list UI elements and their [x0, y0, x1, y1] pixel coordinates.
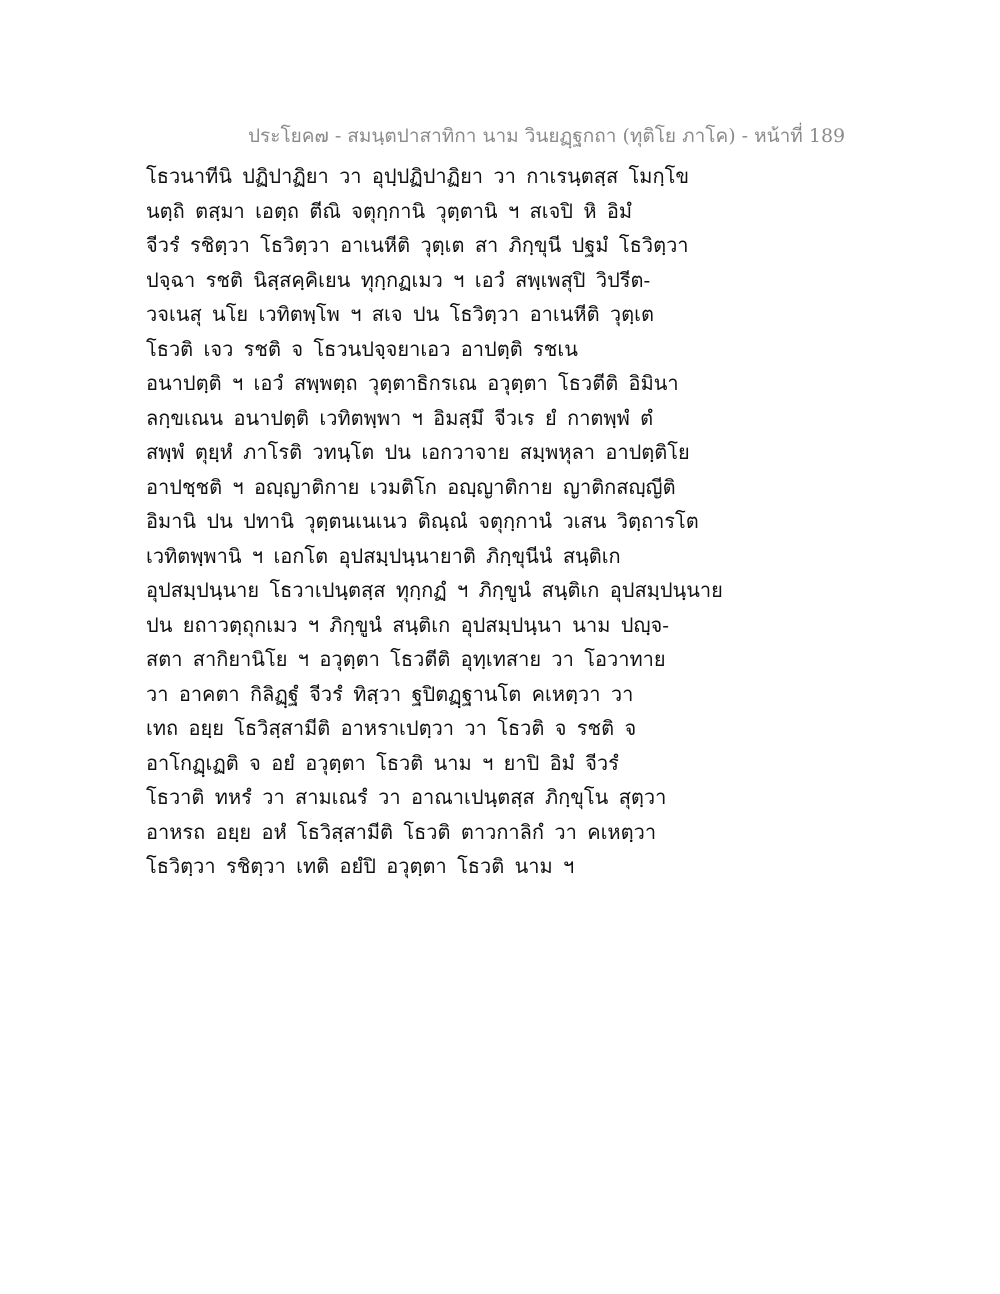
text-line: ปจฺฉา รชติ นิสฺสคฺคิเยน ทุกฺกฏเมว ฯ เอวํ สพฺเพสุปิ วิปรีต-	[146, 267, 651, 292]
text-line: โธวนาทีนิ ปฏิปาฏิยา วา อุปฺปฏิปาฏิยา วา กาเรนฺตสฺส โมกฺโข	[146, 164, 690, 188]
text-line: โธวติ เจว รชติ จ โธวนปจฺจยาเอว อาปตฺติ รชเน	[146, 336, 578, 361]
text-line: อิมานิ ปน ปทานิ วุตฺตนเนเนว ติณฺณํ จตุกฺกานํ วเสน วิตฺถารโต	[146, 509, 699, 533]
text-line: จีวรํ รชิตฺวา โธวิตฺวา อาเนหีติ วุตฺเต สา ภิกฺขุนี ปฐมํ โธวิตฺวา	[146, 233, 689, 257]
text-line: วจเนสุ นโย เวทิตพฺโพ ฯ สเจ ปน โธวิตฺวา อาเนหีติ วุตฺเต	[146, 302, 654, 326]
text-line: อาโกฏฺเฏติ จ อยํ อวุตฺตา โธวติ นาม ฯ ยาปิ อิมํ จีวรํ	[146, 750, 619, 775]
text-line: โธวาติ ทหรํ วา สามเณรํ วา อาณาเปนฺตสฺส ภิกฺขุโน สุตฺวา	[146, 785, 667, 809]
text-line: อาหรถ อยฺย อหํ โธวิสฺสามีติ โธวติ ตาวกาลิกํ วา คเหตฺวา	[146, 819, 657, 844]
text-line: นตฺถิ ตสฺมา เอตฺถ ตีณิ จตุกฺกานิ วุตฺตานิ ฯ สเจปิ หิ อิมํ	[146, 198, 633, 223]
text-line: ลกฺขเณน อนาปตฺติ เวทิตพฺพา ฯ อิมสฺมึ จีวเร ยํ กาตพฺพํ ตํ	[146, 405, 654, 430]
running-header: ประโยค๗ - สมนฺตปาสาทิกา นาม วินยฏฺฐกถา (ทุติโย ภาโค) - หน้าที่ 189	[248, 125, 846, 147]
text-line: สตา สากิยานิโย ฯ อวุตฺตา โธวตีติ อุทฺเทสาย วา โอวาทาย	[146, 647, 666, 671]
body-text	[146, 159, 866, 884]
text-line: ปน ยถาวตฺถุกเมว ฯ ภิกฺขูนํ สนฺติเก อุปสมฺปนฺนา นาม ปญฺจ-	[146, 612, 669, 637]
text-line: อนาปตฺติ ฯ เอวํ สพฺพตฺถ วุตฺตาธิกรเณ อวุตฺตา โธวตีติ อิมินา	[146, 371, 679, 395]
text-line: สพฺพํ ตุยฺหํ ภาโรติ วทนฺโต ปน เอกวาจาย สมฺพหุลา อาปตฺติโย	[146, 440, 690, 464]
text-line: อุปสมฺปนฺนาย โธวาเปนฺตสฺส ทุกฺกฏํ ฯ ภิกฺขูนํ สนฺติเก อุปสมฺปนฺนาย	[146, 578, 723, 602]
text-line: เวทิตพฺพานิ ฯ เอกโต อุปสมฺปนฺนายาติ ภิกฺขุนีนํ สนฺติเก	[146, 543, 621, 568]
text-line: เทถ อยฺย โธวิสฺสามีติ อาหราเปตฺวา วา โธวติ จ รชติ จ	[146, 716, 637, 740]
text-line: วา อาคตา กิลิฏฺฐํ จีวรํ ทิสฺวา ฐปิตฏฺฐานโต คเหตฺวา วา	[146, 681, 634, 706]
text-line: โธวิตฺวา รชิตฺวา เทติ อยํปิ อวุตฺตา โธวติ นาม ฯ	[146, 854, 575, 878]
text-line: อาปชฺชติ ฯ อญฺญาติกาย เวมติโก อญฺญาติกาย ญาติกสญฺญีติ	[146, 474, 676, 499]
